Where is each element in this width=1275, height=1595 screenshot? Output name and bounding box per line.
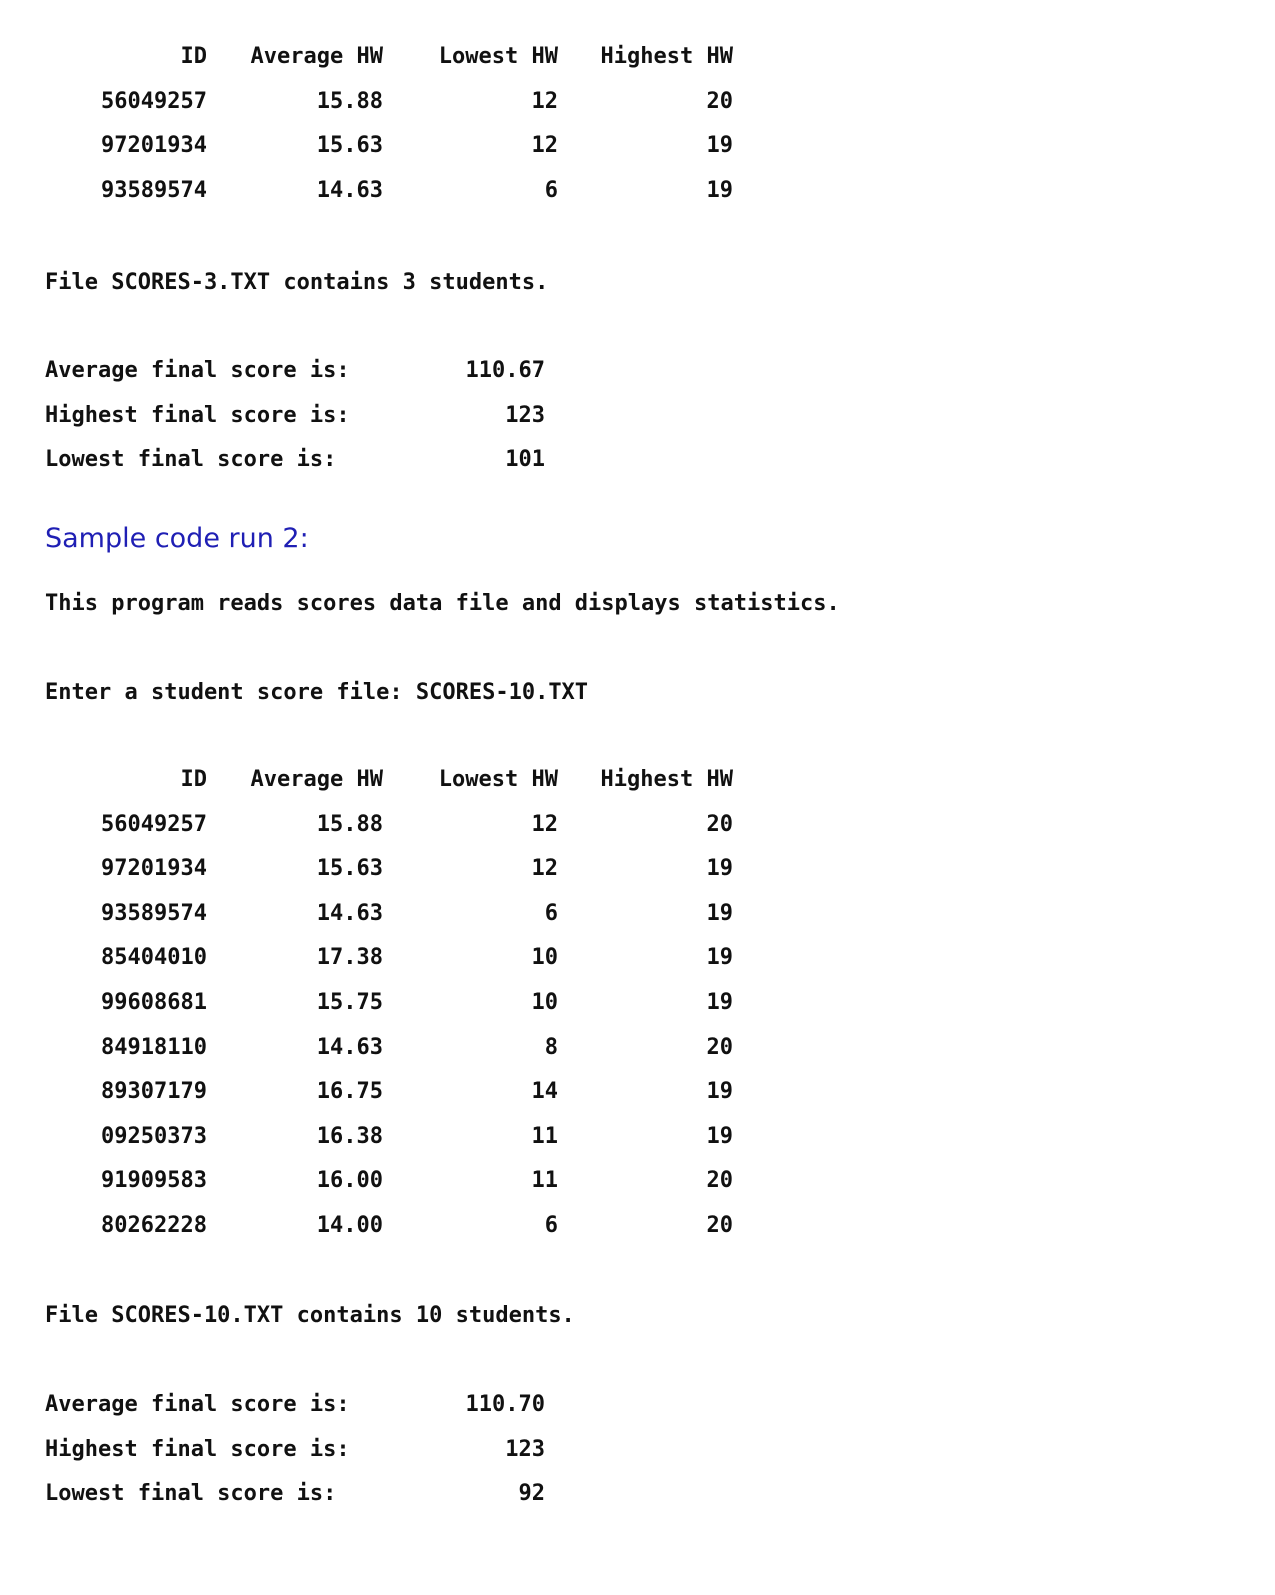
- table-cell: 6: [544, 178, 558, 203]
- table-cell: 19: [706, 856, 733, 881]
- run2-file-summary: File SCORES-10.TXT contains 10 students.: [45, 1303, 575, 1328]
- table-row: [0, 180, 760, 206]
- table-cell: 99608681: [101, 990, 207, 1015]
- table-cell: 12: [531, 133, 558, 158]
- table-cell: 16.38: [316, 1124, 383, 1149]
- table-cell: 19: [706, 178, 733, 203]
- table-row: [0, 1170, 760, 1196]
- table-cell: 19: [706, 1079, 733, 1104]
- table-cell: 14.63: [316, 1035, 383, 1060]
- stat-label: Highest final score is:: [45, 403, 350, 428]
- table-cell: 19: [706, 1124, 733, 1149]
- column-header: Average HW: [250, 767, 383, 792]
- table-row: [0, 814, 760, 840]
- column-header: Highest HW: [600, 44, 733, 69]
- table-cell: 12: [531, 812, 558, 837]
- table-cell: 14.63: [316, 901, 383, 926]
- table-cell: 91909583: [101, 1168, 207, 1193]
- table-cell: 80262228: [101, 1213, 207, 1238]
- stat-value: 92: [518, 1481, 545, 1506]
- table-row: [0, 1081, 760, 1107]
- table-cell: 15.63: [316, 856, 383, 881]
- stat-label: Lowest final score is:: [45, 1481, 337, 1506]
- table-cell: 20: [706, 1168, 733, 1193]
- run1-file-summary: File SCORES-3.TXT contains 3 students.: [45, 270, 549, 295]
- table-row: [0, 1037, 760, 1063]
- table-header-row: [0, 769, 760, 795]
- table-cell: 8: [544, 1035, 558, 1060]
- table-cell: 17.38: [316, 945, 383, 970]
- table-row: [0, 1215, 760, 1241]
- run2-intro: This program reads scores data file and displays statistics.: [45, 591, 840, 616]
- table-cell: 10: [531, 945, 558, 970]
- table-cell: 16.00: [316, 1168, 383, 1193]
- table-cell: 20: [706, 1213, 733, 1238]
- table-row: [0, 1126, 760, 1152]
- table-cell: 14.00: [316, 1213, 383, 1238]
- column-header: Lowest HW: [438, 767, 558, 792]
- table-cell: 11: [531, 1168, 558, 1193]
- run1-score-table: [0, 46, 760, 226]
- table-cell: 93589574: [101, 178, 207, 203]
- run2-stats: [0, 1394, 700, 1534]
- table-cell: 6: [544, 901, 558, 926]
- table-row: [0, 992, 760, 1018]
- table-cell: 85404010: [101, 945, 207, 970]
- table-cell: 19: [706, 990, 733, 1015]
- run2-file-prompt: Enter a student score file: SCORES-10.TXT: [45, 680, 589, 705]
- table-cell: 19: [706, 901, 733, 926]
- table-cell: 20: [706, 89, 733, 114]
- run2-score-table: [0, 769, 760, 1249]
- column-header: ID: [180, 44, 207, 69]
- table-row: [0, 947, 760, 973]
- stat-value: 123: [505, 1437, 545, 1462]
- table-row: [0, 903, 760, 929]
- table-row: [0, 858, 760, 884]
- table-cell: 14.63: [316, 178, 383, 203]
- column-header: ID: [180, 767, 207, 792]
- table-cell: 6: [544, 1213, 558, 1238]
- table-cell: 19: [706, 133, 733, 158]
- run1-stats: [0, 360, 700, 500]
- stat-label: Highest final score is:: [45, 1437, 350, 1462]
- stat-value: 101: [505, 447, 545, 472]
- table-cell: 10: [531, 990, 558, 1015]
- stat-value: 110.67: [465, 358, 545, 383]
- stat-value: 110.70: [465, 1392, 545, 1417]
- table-cell: 16.75: [316, 1079, 383, 1104]
- section-heading: Sample code run 2:: [45, 523, 309, 554]
- table-cell: 12: [531, 856, 558, 881]
- column-header: Highest HW: [600, 767, 733, 792]
- table-cell: 56049257: [101, 89, 207, 114]
- table-cell: 84918110: [101, 1035, 207, 1060]
- table-cell: 97201934: [101, 133, 207, 158]
- table-cell: 19: [706, 945, 733, 970]
- table-cell: 15.88: [316, 812, 383, 837]
- table-cell: 20: [706, 812, 733, 837]
- table-cell: 15.75: [316, 990, 383, 1015]
- stat-label: Average final score is:: [45, 358, 350, 383]
- table-cell: 14: [531, 1079, 558, 1104]
- table-cell: 89307179: [101, 1079, 207, 1104]
- table-cell: 11: [531, 1124, 558, 1149]
- table-cell: 15.63: [316, 133, 383, 158]
- stat-label: Lowest final score is:: [45, 447, 337, 472]
- table-header-row: [0, 46, 760, 72]
- table-row: [0, 135, 760, 161]
- table-row: [0, 91, 760, 117]
- table-cell: 09250373: [101, 1124, 207, 1149]
- column-header: Lowest HW: [438, 44, 558, 69]
- table-cell: 97201934: [101, 856, 207, 881]
- stat-label: Average final score is:: [45, 1392, 350, 1417]
- table-cell: 56049257: [101, 812, 207, 837]
- table-cell: 20: [706, 1035, 733, 1060]
- table-cell: 12: [531, 89, 558, 114]
- stat-value: 123: [505, 403, 545, 428]
- table-cell: 93589574: [101, 901, 207, 926]
- column-header: Average HW: [250, 44, 383, 69]
- table-cell: 15.88: [316, 89, 383, 114]
